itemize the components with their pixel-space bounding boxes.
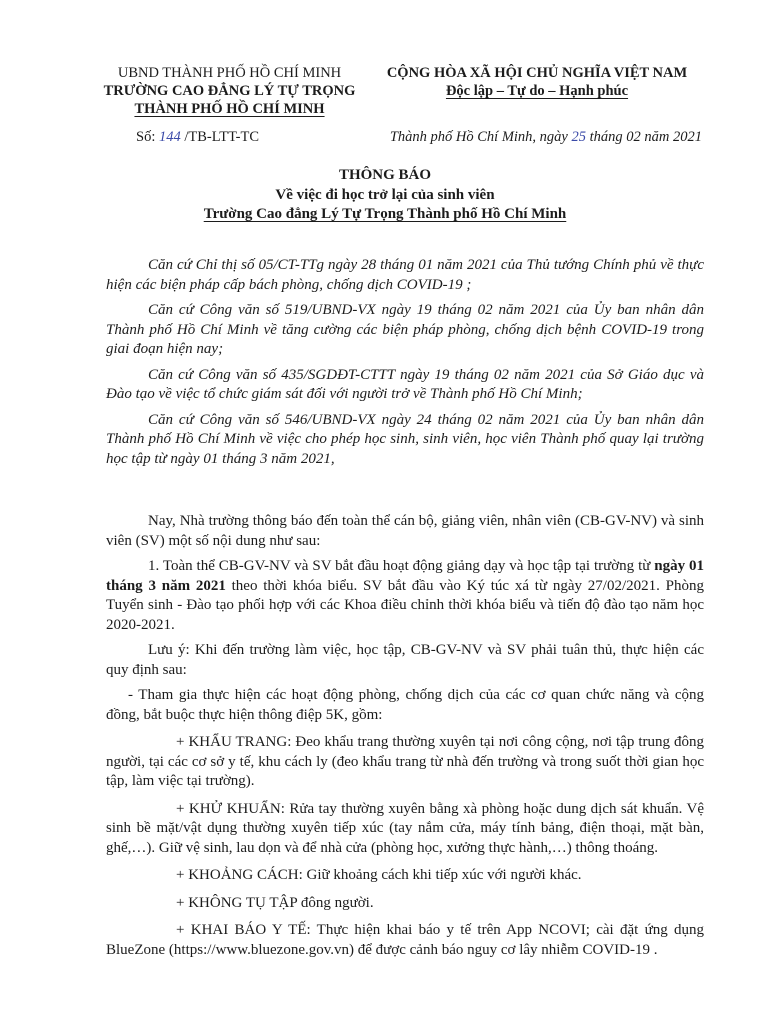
item-1-paragraph (106, 557, 704, 635)
item-1-text-end: theo thời khóa biểu. SV bắt đầu vào Ký túc xá từ ngày 27/02/2021. Phòng Tuyển sinh - Đào tạo phối hợp với các Khoa điều chỉnh thời khóa biểu và tiến độ đào tạo năm học 2020-2021. (106, 577, 704, 633)
start-date-emphasis: ngày 01 tháng 3 năm 2021 (106, 558, 704, 594)
date-prefix: Thành phố Hồ Chí Minh, ngày (389, 129, 572, 145)
handwritten-number: 144 (158, 129, 181, 145)
number-suffix: /TB-LTT-TC (180, 129, 259, 145)
announcement-body (106, 512, 704, 960)
legal-basis-item: Căn cứ Công văn số 435/SGDĐT-CTTT ngày 19 tháng 02 năm 2021 của Sở Giáo dục và Đào tạo về việc tổ chức giám sát đối với người trở về Thành phố Hồ Chí Minh; (106, 366, 704, 402)
school-city-line: THÀNH PHỐ HỒ CHÍ MINH (134, 101, 325, 117)
issue-date (390, 128, 702, 146)
school-name-line: TRƯỜNG CAO ĐẲNG LÝ TỰ TRỌNG (103, 83, 356, 99)
legal-basis-item: Căn cứ Chỉ thị số 05/CT-TTg ngày 28 tháng 01 năm 2021 của Thủ tướng Chính phủ về thực hiện các biện pháp cấp bách phòng, chống dịch COVID-19 ; (106, 257, 704, 293)
national-motto-block (372, 64, 702, 100)
subject-line-2-text: Trường Cao đẳng Lý Tự Trọng Thành phố Hồ Chí Minh (203, 206, 567, 222)
item-1-text-start: 1. Toàn thể CB-GV-NV và SV bắt đầu hoạt động giảng dạy và học tập tại trường từ (148, 558, 655, 574)
authority-line: UBND THÀNH PHỐ HỒ CHÍ MINH (117, 65, 342, 81)
rule-item-mask: + KHẨU TRANG: Đeo khẩu trang thường xuyên tại nơi công cộng, nơi tập trung đông người, tại các cơ sở y tế, khu cách ly (đeo khẩu trang từ nhà đến trường và trong suốt thời gian học tập, làm việc tại trường). (106, 734, 704, 789)
document-number (136, 128, 259, 146)
subject-line-1: Về việc đi học trở lại của sinh viên (275, 187, 495, 203)
subject-line-2 (100, 205, 670, 224)
legal-basis-item: Căn cứ Công văn số 519/UBND-VX ngày 19 tháng 02 năm 2021 của Ủy ban nhân dân Thành phố Hồ Chí Minh về tăng cường các biện pháp phòng, chống dịch bệnh COVID-19 trong giai đoạn hiện nay; (106, 302, 704, 357)
issuing-authority-block (92, 64, 367, 118)
date-suffix: tháng 02 năm 2021 (586, 129, 702, 145)
country-name-line: CỘNG HÒA XÃ HỘI CHỦ NGHĨA VIỆT NAM (386, 65, 688, 81)
number-prefix: Số: (136, 129, 159, 145)
legal-basis-item: Căn cứ Công văn số 546/UBND-VX ngày 24 tháng 02 năm 2021 của Ủy ban nhân dân Thành phố Hồ Chí Minh về việc cho phép học sinh, sinh viên, học viên Thành phố quay lại trường học tập từ ngày 01 tháng 3 năm 2021, (106, 411, 704, 467)
dash-item: - Tham gia thực hiện các hoạt động phòng, chống dịch của các cơ quan chức năng và cộng đồng, bắt buộc thực hiện thông điệp 5K, gồm: (106, 687, 704, 723)
rule-item-no-gathering: + KHÔNG TỤ TẬP đông người. (176, 894, 374, 911)
rule-item-disinfect: + KHỬ KHUẨN: Rửa tay thường xuyên bằng xà phòng hoặc dung dịch sát khuẩn. Vệ sinh bề mặt/vật dụng thường xuyên tiếp xúc (tay nắm cửa, máy tính bảng, điện thoại, mặt bàn, ghế,…). Giữ vệ sinh, lau dọn và để nhà cửa (phòng học, xưởng thực hành,…) thông thoáng. (106, 800, 704, 856)
intro-paragraph: Nay, Nhà trường thông báo đến toàn thể cán bộ, giảng viên, nhân viên (CB-GV-NV) và sinh viên (SV) một số nội dung như sau: (106, 513, 704, 549)
note-paragraph: Lưu ý: Khi đến trường làm việc, học tập, CB-GV-NV và SV phải tuân thủ, thực hiện các quy định sau: (106, 642, 704, 678)
rule-item-health-declaration: + KHAI BÁO Y TẾ: Thực hiện khai báo y tế trên App NCOVI; cài đặt ứng dụng BlueZone (https://www.bluezone.gov.vn) để được cảnh báo nguy cơ lây nhiễm COVID-19 . (106, 922, 704, 958)
motto-line: Độc lập – Tự do – Hạnh phúc (445, 83, 629, 99)
handwritten-day: 25 (571, 129, 586, 145)
document-title: THÔNG BÁO (338, 167, 432, 183)
rule-item-distance: + KHOẢNG CÁCH: Giữ khoảng cách khi tiếp xúc với người khác. (176, 867, 582, 883)
legal-bases (106, 256, 704, 469)
